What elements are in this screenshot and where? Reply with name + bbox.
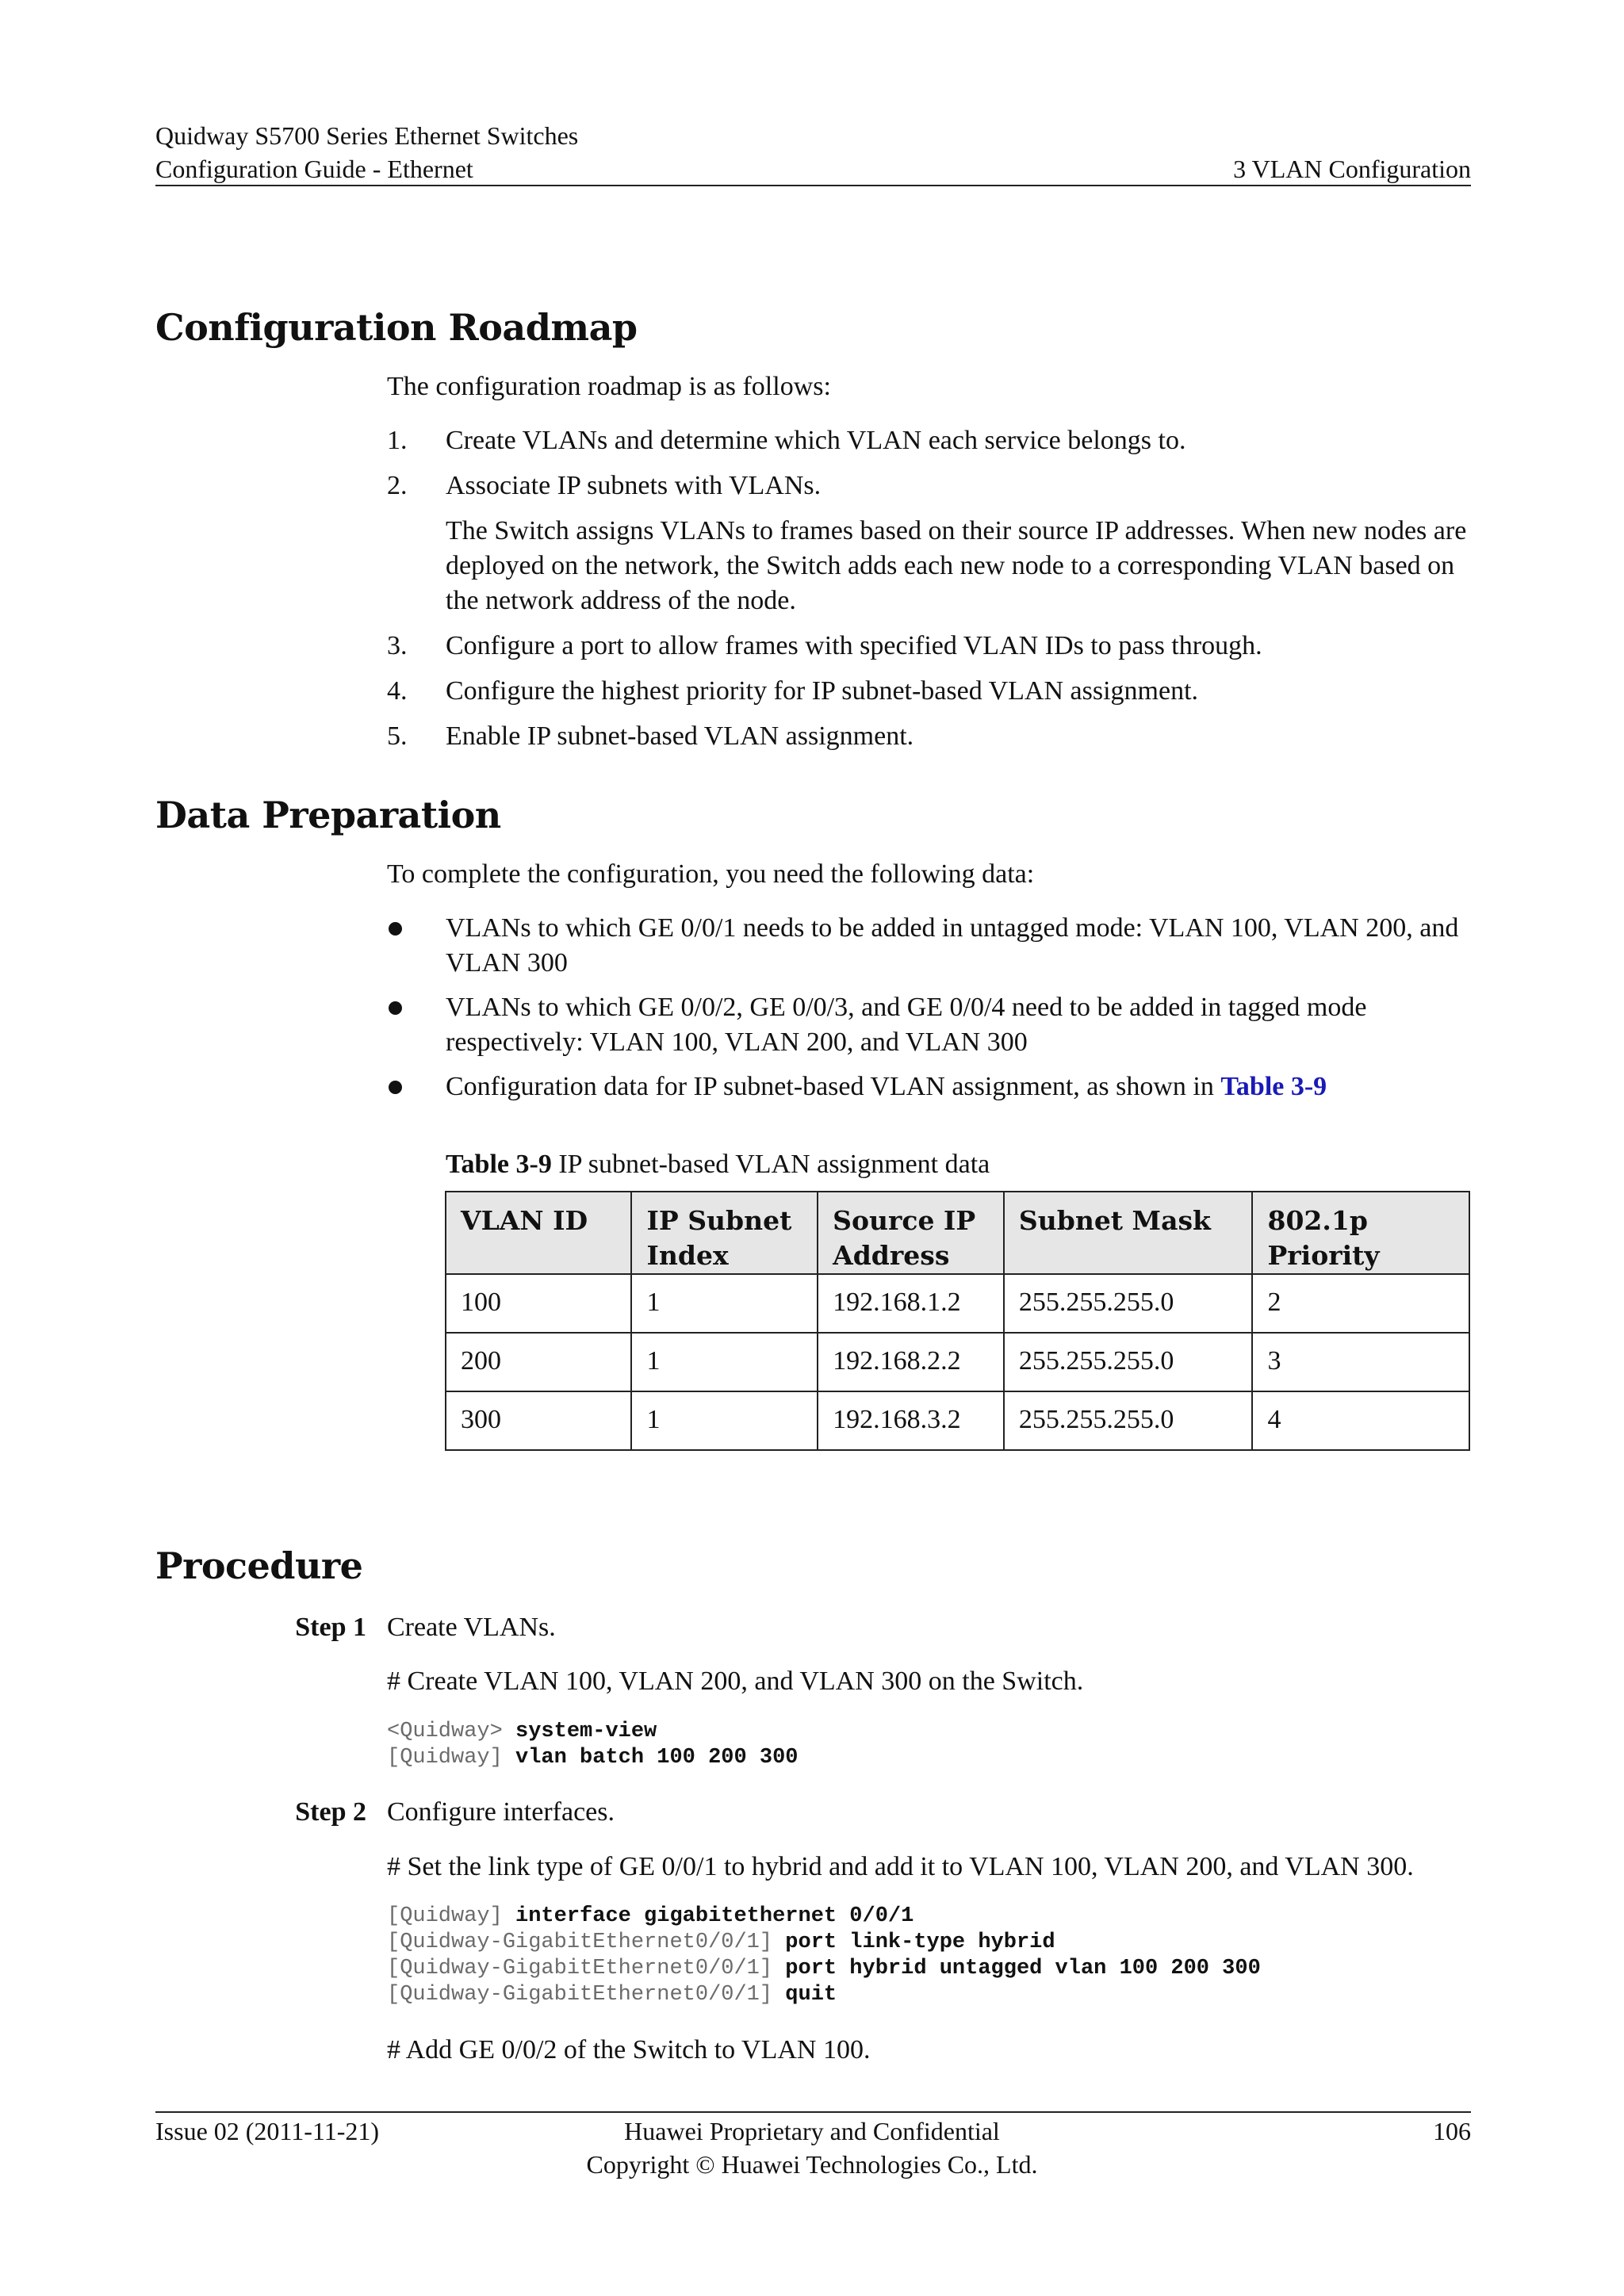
table-cell: 255.255.255.0 xyxy=(1004,1391,1253,1450)
table-row xyxy=(446,1274,1469,1333)
list-item-text: Associate IP subnets with VLANs. xyxy=(446,471,822,500)
code-prompt: [Quidway] xyxy=(387,1746,516,1770)
step-2-text: Configure interfaces. xyxy=(387,1797,615,1827)
list-item xyxy=(387,469,1471,618)
bullet-icon xyxy=(389,1081,402,1094)
table-cell: 255.255.255.0 xyxy=(1004,1274,1253,1333)
list-item xyxy=(387,629,1471,664)
table-cell: 3 xyxy=(1252,1333,1469,1391)
list-item xyxy=(387,990,1471,1060)
list-item-note: The Switch assigns VLANs to frames based on their source IP addresses. When new nodes are deployed on the network, the Switch adds each new node to a corresponding VLAN based on the network address of the node. xyxy=(446,516,1467,615)
table-reference-link[interactable]: Table 3-9 xyxy=(1220,1072,1327,1101)
footer-issue-date: Issue 02 (2011-11-21) xyxy=(155,2117,380,2145)
table-cell: 255.255.255.0 xyxy=(1004,1333,1253,1391)
table-cell: 200 xyxy=(446,1333,631,1391)
table-row xyxy=(446,1333,1469,1391)
header-product-title: Quidway S5700 Series Ethernet Switches xyxy=(155,121,579,150)
column-header: 802.1p Priority xyxy=(1252,1192,1469,1274)
column-header: Source IP Address xyxy=(818,1192,1004,1274)
table-cell: 1 xyxy=(631,1391,818,1450)
list-item-text: Create VLANs and determine which VLAN each service belongs to. xyxy=(446,426,1186,455)
list-item-text: VLANs to which GE 0/0/1 needs to be added in untagged mode: VLAN 100, VLAN 200, and VLAN 300 xyxy=(446,913,1459,978)
list-item-text: VLANs to which GE 0/0/2, GE 0/0/3, and GE 0/0/4 need to be added in tagged mode respectively: VLAN 100, VLAN 200, and VLAN 300 xyxy=(446,993,1367,1057)
table-caption xyxy=(446,1147,990,1182)
table-cell: 192.168.1.2 xyxy=(818,1274,1004,1333)
code-prompt: [Quidway-GigabitEthernet0/0/1] xyxy=(387,1983,786,2007)
footer-divider xyxy=(155,2111,1471,2113)
code-line xyxy=(387,1930,1261,1956)
code-prompt: [Quidway-GigabitEthernet0/0/1] xyxy=(387,1931,786,1954)
list-item xyxy=(387,719,1471,754)
footer-copyright-line: Copyright © Huawei Technologies Co., Ltd. xyxy=(586,2150,1038,2179)
step-1-comment: # Create VLAN 100, VLAN 200, and VLAN 300 on the Switch. xyxy=(387,1667,1084,1696)
table-cell: 2 xyxy=(1252,1274,1469,1333)
list-item-number: 3. xyxy=(387,631,408,660)
table-cell: 192.168.2.2 xyxy=(818,1333,1004,1391)
section-heading-data-preparation: Data Preparation xyxy=(155,794,501,836)
header-divider xyxy=(155,185,1471,186)
roadmap-intro: The configuration roadmap is as follows: xyxy=(387,372,831,401)
footer-page-number: 106 xyxy=(1433,2117,1471,2145)
code-command: port link-type hybrid xyxy=(785,1931,1055,1954)
list-item-number: 1. xyxy=(387,426,408,455)
table-caption-text: IP subnet-based VLAN assignment data xyxy=(551,1150,990,1179)
data-prep-bullets xyxy=(387,911,1471,1114)
code-line xyxy=(387,1956,1261,1982)
table-caption-label: Table 3-9 xyxy=(446,1150,552,1179)
list-item-number: 4. xyxy=(387,676,408,706)
roadmap-steps-list xyxy=(387,423,1471,763)
table-row xyxy=(446,1391,1469,1450)
table-cell: 1 xyxy=(631,1333,818,1391)
code-command: interface gigabitethernet 0/0/1 xyxy=(515,1904,914,1928)
step-1-text: Create VLANs. xyxy=(387,1613,556,1642)
code-prompt: [Quidway-GigabitEthernet0/0/1] xyxy=(387,1957,786,1980)
list-item-text: Configuration data for IP subnet-based VLAN assignment, as shown in xyxy=(446,1072,1221,1101)
code-block-step-1 xyxy=(387,1719,799,1771)
section-heading-procedure: Procedure xyxy=(155,1544,363,1587)
code-prompt: [Quidway] xyxy=(387,1904,516,1928)
code-block-step-2 xyxy=(387,1904,1261,2008)
list-item xyxy=(387,1070,1471,1104)
list-item xyxy=(387,423,1471,458)
code-prompt: <Quidway> xyxy=(387,1720,516,1743)
footer-confidential: Huawei Proprietary and Confidential xyxy=(624,2117,1000,2145)
list-item-number: 2. xyxy=(387,471,408,500)
table-cell: 100 xyxy=(446,1274,631,1333)
code-command: quit xyxy=(785,1983,837,2007)
table-header-row xyxy=(446,1192,1469,1274)
step-2-comment: # Set the link type of GE 0/0/1 to hybrid and add it to VLAN 100, VLAN 200, and VLAN 300. xyxy=(387,1852,1414,1881)
footer-copyright xyxy=(495,2114,1129,2181)
list-item xyxy=(387,674,1471,709)
vlan-assignment-table xyxy=(445,1191,1470,1451)
code-line xyxy=(387,1719,799,1745)
bullet-icon xyxy=(389,922,402,936)
list-item-text: Configure a port to allow frames with specified VLAN IDs to pass through. xyxy=(446,631,1262,660)
table-cell: 1 xyxy=(631,1274,818,1333)
list-item-text: Enable IP subnet-based VLAN assignment. xyxy=(446,721,914,751)
code-command: system-view xyxy=(515,1720,657,1743)
list-item xyxy=(387,911,1471,981)
header-chapter-title: 3 VLAN Configuration xyxy=(1233,155,1471,183)
bullet-icon xyxy=(389,1001,402,1015)
step-2-comment-2: # Add GE 0/0/2 of the Switch to VLAN 100. xyxy=(387,2035,871,2064)
section-heading-roadmap: Configuration Roadmap xyxy=(155,306,638,349)
code-line xyxy=(387,1904,1261,1930)
column-header: Subnet Mask xyxy=(1004,1192,1253,1274)
list-item-text: Configure the highest priority for IP subnet-based VLAN assignment. xyxy=(446,676,1199,706)
table-cell: 300 xyxy=(446,1391,631,1450)
page-header-left xyxy=(155,119,578,186)
table-cell: 192.168.3.2 xyxy=(818,1391,1004,1450)
step-2-label: Step 2 xyxy=(295,1797,366,1827)
column-header: VLAN ID xyxy=(446,1192,631,1274)
code-command: vlan batch 100 200 300 xyxy=(515,1746,799,1770)
code-line xyxy=(387,1982,1261,2008)
header-guide-title: Configuration Guide - Ethernet xyxy=(155,155,473,183)
list-item-number: 5. xyxy=(387,721,408,751)
table-cell: 4 xyxy=(1252,1391,1469,1450)
data-prep-intro: To complete the configuration, you need the following data: xyxy=(387,859,1035,889)
code-command: port hybrid untagged vlan 100 200 300 xyxy=(785,1957,1261,1980)
step-1-label: Step 1 xyxy=(295,1613,366,1642)
column-header: IP Subnet Index xyxy=(631,1192,818,1274)
code-line xyxy=(387,1745,799,1771)
